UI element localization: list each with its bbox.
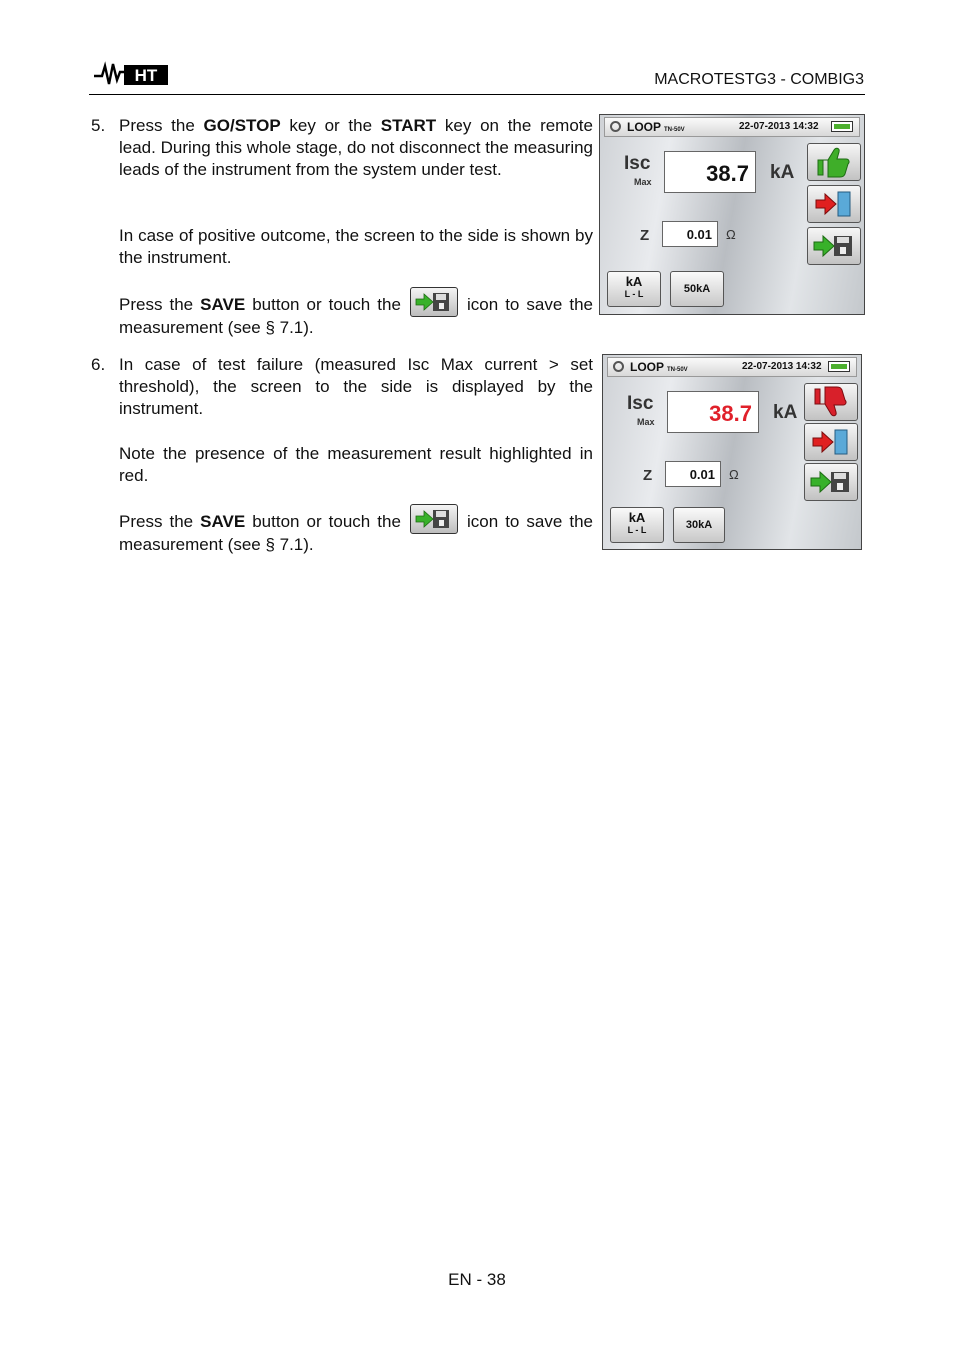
ohm-unit: Ω — [729, 467, 739, 482]
settings-icon — [613, 361, 624, 372]
svg-text:HT: HT — [134, 66, 158, 85]
page-number: EN - 38 — [448, 1270, 506, 1289]
save-button[interactable] — [807, 227, 861, 265]
battery-icon — [831, 121, 853, 132]
step-number: 5. — [91, 116, 106, 135]
step-6-note-text: Note the presence of the measurement result highlighted in red. — [119, 444, 593, 485]
isc-label: Isc — [627, 393, 654, 414]
thumbs-up-icon — [808, 144, 860, 180]
z-label: Z — [643, 467, 653, 484]
z-value-box — [662, 221, 718, 247]
screen-status-bar — [607, 357, 857, 377]
isc-label: Isc — [624, 153, 651, 174]
save-icon — [410, 287, 458, 317]
unit-selector-button[interactable]: kA L - L — [607, 271, 661, 307]
z-value-box — [665, 461, 721, 487]
step-5-outcome-text: In case of positive outcome, the screen to the side is shown by the instrument. — [119, 226, 593, 267]
screen-status-bar — [604, 117, 860, 137]
battery-icon — [828, 361, 850, 372]
result-thumb-button[interactable] — [804, 383, 858, 421]
instrument-screen-fail — [602, 354, 862, 550]
z-value: 0.01 — [686, 227, 712, 242]
screen-datetime: 22-07-2013 14:32 — [739, 121, 819, 132]
screen-title: LOOP TN-50V — [630, 360, 688, 374]
isc-value-box — [667, 391, 759, 433]
exit-button[interactable] — [807, 185, 861, 223]
save-button[interactable] — [804, 463, 858, 501]
isc-value: 38.7 — [709, 401, 752, 426]
save-icon — [805, 464, 857, 500]
document-title: MACROTESTG3 - COMBIG3 — [654, 71, 864, 88]
exit-button[interactable] — [804, 423, 858, 461]
ohm-unit: Ω — [726, 227, 736, 242]
max-label: Max — [637, 417, 655, 427]
exit-door-icon — [808, 186, 860, 222]
isc-unit: kA — [773, 402, 798, 423]
ht-logo — [92, 60, 172, 88]
isc-unit: kA — [770, 162, 795, 183]
instrument-screen-pass — [599, 114, 865, 315]
isc-value: 38.7 — [706, 161, 749, 186]
z-label: Z — [640, 227, 650, 244]
thumbs-down-icon — [805, 384, 857, 420]
unit-selector-button[interactable]: kA L - L — [610, 507, 664, 543]
threshold-button[interactable]: 50kA — [670, 271, 724, 307]
screen-title: LOOP TN-50V — [627, 120, 685, 134]
step-6-save-text: Press the SAVE button or touch the icon to save the measurement (see § 7.1). — [119, 504, 593, 556]
threshold-button[interactable]: 30kA — [673, 507, 725, 543]
step-number: 6. — [91, 355, 106, 374]
isc-value-box — [664, 151, 756, 193]
settings-icon — [610, 121, 621, 132]
max-label: Max — [634, 177, 652, 187]
z-value: 0.01 — [689, 467, 715, 482]
screen-datetime: 22-07-2013 14:32 — [742, 361, 822, 372]
result-thumb-button[interactable] — [807, 143, 861, 181]
step-6-instruction: In case of test failure (measured Isc Max current > set threshold), the screen to the side is displayed by the instrument. — [119, 355, 593, 418]
save-icon — [410, 504, 458, 534]
header-divider — [89, 94, 865, 95]
step-5-instruction: Press the GO/STOP key or the START key on the remote lead. During this whole stage, do not disconnect the measuring leads of the instrument from the system under test. — [119, 116, 593, 179]
exit-door-icon — [805, 424, 857, 460]
step-5-save-text: Press the SAVE button or touch the icon to save the measurement (see § 7.1). — [119, 287, 593, 339]
save-icon — [808, 228, 860, 264]
